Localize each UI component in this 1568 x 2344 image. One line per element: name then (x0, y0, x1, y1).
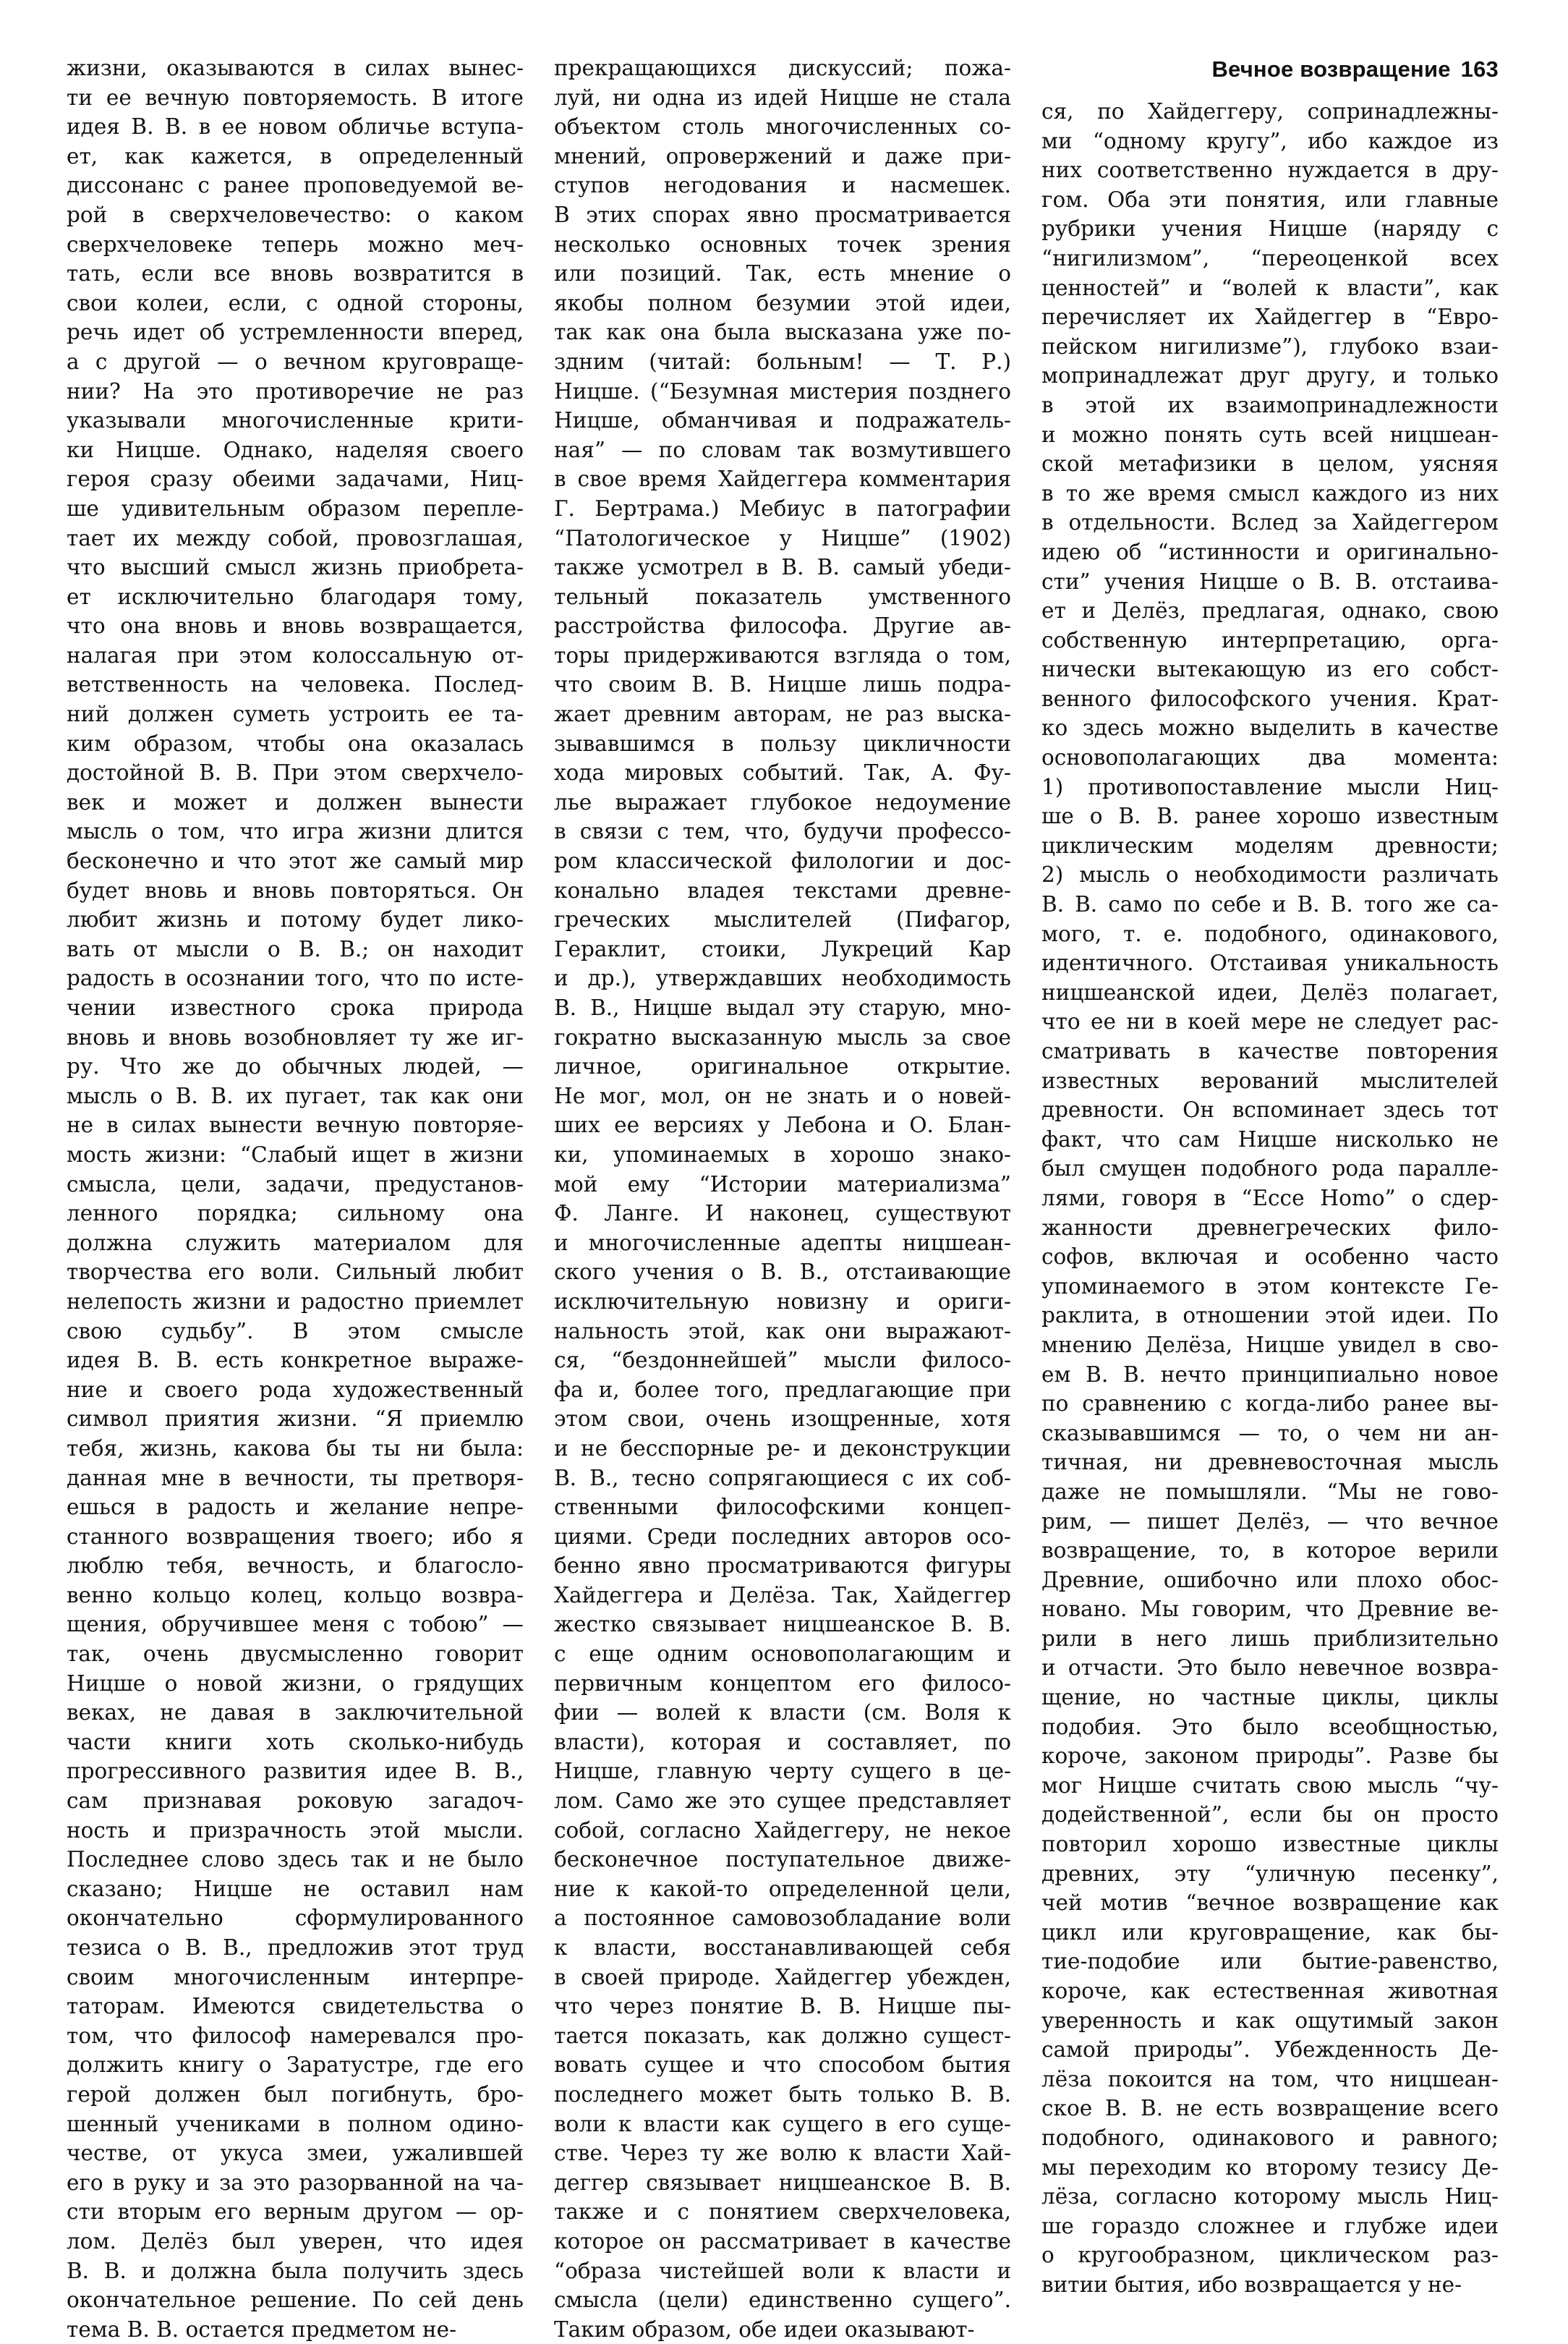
text-line: ная” — по словам так возмутившего (554, 437, 1011, 462)
text-line: бесконечное поступательное движе- (554, 1847, 1011, 1872)
text-line: стве. Через ту же волю к власти Хай- (554, 2141, 1011, 2166)
text-line: Г. Бертрама.) Мебиус в патографии (554, 496, 1011, 521)
text-line: герой должен был погибнуть, бро- (67, 2081, 524, 2107)
text-line: ко здесь можно выделить в качестве (1041, 715, 1499, 741)
text-line: так, очень двусмысленно говорит (67, 1642, 524, 1667)
text-line: греческих мыслителей (Пифагор, (554, 907, 1011, 933)
text-line: лями, говоря в “Ecce Homo” о сдер- (1041, 1185, 1499, 1210)
text-line: лом. Делёз был уверен, что идея (67, 2228, 524, 2254)
text-line: перечисляет их Хайдеггер в “Евро- (1041, 305, 1499, 330)
text-line: и можно понять суть всей ницшеан- (1041, 422, 1499, 447)
text-line: окончательно сформулированного (67, 1906, 524, 1931)
text-line: мнений, опровержений и даже при- (554, 143, 1011, 169)
text-line: был смущен подобного рода паралле- (1041, 1156, 1499, 1181)
text-line: ти ее вечную повторяемость. В итоге (67, 85, 524, 110)
text-line: налагая при этом колоссальную от- (67, 642, 524, 668)
text-line: додейственной”, если бы он просто (1041, 1802, 1499, 1827)
text-line: нически вытекающую из его собст- (1041, 657, 1499, 682)
text-line: основополагающих два момента: (1041, 745, 1499, 770)
text-line: фа и, более того, предлагающие при (554, 1377, 1011, 1402)
text-line: творчества его воли. Сильный любит (67, 1260, 524, 1285)
text-line: мы переходим ко второму тезису Де- (1041, 2154, 1499, 2180)
text-line: луй, ни одна из идей Ницше не стала (554, 85, 1011, 110)
text-line: жает древним авторам, не раз выска- (554, 702, 1011, 727)
text-line: вовать сущее и что способом бытия (554, 2052, 1011, 2078)
text-line: станного возвращения твоего; ибо я (67, 1524, 524, 1549)
text-line: В. В. и должна была получить здесь (67, 2258, 524, 2283)
text-line: собой, согласно Хайдеггеру, не некое (554, 1817, 1011, 1843)
text-line: и отчасти. Это было невечное возвра- (1041, 1655, 1499, 1681)
text-line: лёза, согласно которому мысль Ниц- (1041, 2184, 1499, 2209)
text-line: окончательное решение. По сей день (67, 2288, 524, 2313)
text-line: “Патологическое у Ницше” (1902) (554, 525, 1011, 551)
text-line: древности. Он вспоминает здесь тот (1041, 1097, 1499, 1123)
text-line: с еще одним основополагающим и (554, 1642, 1011, 1667)
text-line: сам признавая роковую загадоч- (67, 1788, 524, 1814)
text-line: ние и своего рода художественный (67, 1377, 524, 1402)
text-line: Древние, ошибочно или плохо обос- (1041, 1567, 1499, 1592)
text-line: “образа чистейшей воли к власти и (554, 2258, 1011, 2283)
text-line: короче, законом природы”. Разве бы (1041, 1744, 1499, 1769)
text-line: что высший смысл жизнь приобрета- (67, 555, 524, 580)
text-line: что своим В. В. Ницше лишь подра- (554, 672, 1011, 697)
text-line: ет и Делёз, предлагая, однако, свою (1041, 598, 1499, 624)
text-line: первичным концептом его филосо- (554, 1670, 1011, 1696)
text-line: В. В., Ницше выдал эту старую, мно- (554, 995, 1011, 1020)
text-line: щение, но частные циклы, циклы (1041, 1685, 1499, 1710)
text-line: ского учения о В. В., отстаивающие (554, 1260, 1011, 1285)
text-line: личное, оригинальное открытие. (554, 1054, 1011, 1079)
text-line: или позиций. Так, есть мнение о (554, 261, 1011, 286)
text-line: рили в него лишь приблизительно (1041, 1626, 1499, 1651)
text-line: в отдельности. Вслед за Хайдеггером (1041, 510, 1499, 535)
text-line: тезиса о В. В., предложив этот труд (67, 1935, 524, 1960)
text-line: радость в осознании того, что по исте- (67, 966, 524, 991)
text-line: мопринадлежат друг другу, и только (1041, 363, 1499, 388)
text-line: исключительную новизну и ориги- (554, 1288, 1011, 1314)
running-title: Вечное возвращение (1211, 56, 1451, 82)
text-line: В. В. само по себе и В. В. того же са- (1041, 892, 1499, 917)
page-number: 163 (1460, 56, 1499, 82)
text-line: ское В. В. не есть возвращение всего (1041, 2096, 1499, 2121)
text-line: том, что философ намеревался про- (67, 2023, 524, 2048)
text-line: и др.), утверждавших необходимость (554, 966, 1011, 991)
text-column-3 (1041, 97, 1499, 2297)
text-line: Ницше о новой жизни, о грядущих (67, 1670, 524, 1696)
text-line: мой ему “Истории материализма” (554, 1171, 1011, 1197)
text-line: идея В. В. в ее новом обличье вступа- (67, 114, 524, 140)
text-line: вновь и вновь возобновляет ту же иг- (67, 1024, 524, 1050)
text-line: также и с понятием сверхчеловека, (554, 2199, 1011, 2225)
text-line: мнению Делёза, Ницше увидел в сво- (1041, 1332, 1499, 1357)
text-line: конально владея текстами древне- (554, 878, 1011, 903)
text-line: рим, — пишет Делёз, — что вечное (1041, 1508, 1499, 1534)
text-line: мость жизни: “Слабый ищет в жизни (67, 1142, 524, 1167)
text-column-2 (554, 54, 1011, 2342)
text-line: этом свои, очень изощренные, хотя (554, 1406, 1011, 1432)
text-line: диссонанс с ранее проповедуемой ве- (67, 173, 524, 198)
text-line: пейском нигилизме”), глубоко взаи- (1041, 334, 1499, 359)
text-line: нии? На это противоречие не раз (67, 378, 524, 404)
text-line: в своей природе. Хайдеггер убежден, (554, 1964, 1011, 1990)
text-line: должна служить материалом для (67, 1230, 524, 1255)
text-line: мог Ницше считать свою мысль “чу- (1041, 1772, 1499, 1798)
text-line: цикл или круговращение, как бы- (1041, 1919, 1499, 1945)
text-line: циклическим моделям древности; (1041, 833, 1499, 858)
text-line: подобия. Это было всеобщностью, (1041, 1714, 1499, 1739)
text-line: свои колеи, если, с одной стороны, (67, 290, 524, 315)
text-line: факт, что сам Ницше нисколько не (1041, 1126, 1499, 1152)
text-line: данная мне в вечности, ты претворя- (67, 1465, 524, 1490)
text-line: ше гораздо сложнее и глубже идеи (1041, 2213, 1499, 2238)
text-line: бенно явно просматриваются фигуры (554, 1553, 1011, 1579)
text-line: В. В., тесно сопрягающиеся с их соб- (554, 1465, 1011, 1490)
text-line: сти вторым его верным другом — ор- (67, 2199, 524, 2225)
text-line: циями. Среди последних авторов осо- (554, 1524, 1011, 1549)
text-line: ся, “бездоннейшей” мысли филосо- (554, 1348, 1011, 1373)
text-line: собственную интерпретацию, орга- (1041, 627, 1499, 653)
text-line: сказано; Ницше не оставил нам (67, 1876, 524, 1901)
text-line: венного философского учения. Крат- (1041, 686, 1499, 711)
text-line: гократно высказанную мысль за свое (554, 1024, 1011, 1050)
text-line: софов, включая и особенно часто (1041, 1244, 1499, 1270)
text-line: сказывавшимся — то, о чем ни ан- (1041, 1420, 1499, 1445)
text-line: ешься в радость и желание непре- (67, 1495, 524, 1520)
text-line: тичная, ни древневосточная мысль (1041, 1450, 1499, 1475)
text-line: чей мотив “вечное возвращение как (1041, 1890, 1499, 1916)
text-line: ем В. В. нечто принципиально новое (1041, 1362, 1499, 1387)
text-line: которое он рассматривает в качестве (554, 2228, 1011, 2254)
text-line: тие-подобие или бытие-равенство, (1041, 1949, 1499, 1974)
text-line: последнего может быть только В. В. (554, 2081, 1011, 2107)
text-line: прекращающихся дискуссий; пожа- (554, 56, 1011, 80)
text-line: тает их между собой, провозглашая, (67, 525, 524, 551)
text-line: ступов негодования и насмешек. (554, 173, 1011, 198)
text-line: в связи с тем, что, будучи профессо- (554, 819, 1011, 844)
text-line: даже не помышляли. “Мы не гово- (1041, 1479, 1499, 1504)
text-line: нелепость жизни и радостно приемлет (67, 1288, 524, 1314)
text-line: якобы полном безумии этой идеи, (554, 290, 1011, 315)
text-line: здним (читай: больным! — Т. Р.) (554, 349, 1011, 374)
text-line: древних, эту “уличную песенку”, (1041, 1861, 1499, 1886)
text-line: сверхчеловеке теперь можно меч- (67, 232, 524, 257)
text-line: части книги хоть сколько-нибудь (67, 1729, 524, 1754)
text-line: объектом столь многочисленных со- (554, 114, 1011, 140)
text-line: к власти, восстанавливающей себя (554, 1935, 1011, 1960)
text-line: ет, как кажется, в определенный (67, 143, 524, 169)
running-head (1211, 56, 1499, 82)
text-line: ленного порядка; сильному она (67, 1201, 524, 1226)
text-line: таторам. Имеются свидетельства о (67, 1994, 524, 2019)
text-line: витии бытия, ибо возвращается у не- (1041, 2272, 1462, 2297)
text-line: 2) мысль о необходимости различать (1041, 862, 1499, 888)
text-line: них соответственно нуждается в дру- (1041, 158, 1499, 183)
text-line: не в силах вынести вечную повторяе- (67, 1113, 524, 1138)
text-line: вать от мысли о В. В.; он находит (67, 936, 524, 961)
text-line: бесконечно и что этот же самый мир (67, 849, 524, 874)
text-line: ше о В. В. ранее хорошо известным (1041, 804, 1499, 829)
text-line: фии — волей к власти (см. Воля к (554, 1700, 1011, 1725)
text-line: а с другой — о вечном круговраще- (67, 349, 524, 374)
text-line: ет исключительно благодаря тому, (67, 584, 524, 609)
text-line: ру. Что же до обычных людей, — (67, 1054, 524, 1079)
text-line: его в руку и за это разорванной на ча- (67, 2170, 524, 2195)
text-line: подобного, одинакового и равного; (1041, 2125, 1499, 2150)
text-line: ственными философскими концеп- (554, 1495, 1011, 1520)
text-line: рой в сверхчеловечество: о каком (67, 202, 524, 227)
text-line: ки Ницше. Однако, наделяя своего (67, 437, 524, 462)
text-line: героя сразу обеими задачами, Ниц- (67, 467, 524, 492)
text-line: тельный показатель умственного (554, 584, 1011, 609)
text-line: шенный учениками в полном одино- (67, 2111, 524, 2136)
text-line: должить книгу о Заратустре, где его (67, 2052, 524, 2078)
text-line: по сравнению с когда-либо ранее вы- (1041, 1391, 1499, 1417)
text-line: В этих спорах явно просматривается (554, 202, 1011, 227)
text-line: жизни, оказываются в силах вынес- (67, 56, 524, 80)
text-line: ся, по Хайдеггеру, сопринадлежны- (1041, 99, 1499, 124)
text-line: речь идет об устремленности вперед, (67, 320, 524, 345)
text-line: ценностей” и “волей к власти”, как (1041, 275, 1499, 300)
text-line: ницшеанской идеи, Делёз полагает, (1041, 980, 1499, 1005)
text-line: Хайдеггера и Делёза. Так, Хайдеггер (554, 1582, 1011, 1608)
text-line: рубрики учения Ницше (наряду с (1041, 216, 1499, 242)
text-line: Ницше. (“Безумная мистерия позднего (554, 378, 1011, 404)
text-line: ской метафизики в целом, уясняя (1041, 451, 1499, 477)
text-line: в свое время Хайдеггера комментария (554, 467, 1011, 492)
text-line: символ приятия жизни. “Я приемлю (67, 1406, 524, 1432)
text-line: зывавшимся в пользу цикличности (554, 731, 1011, 756)
text-line: своим многочисленным интерпре- (67, 1964, 524, 1990)
text-line: власти), которая и составляет, по (554, 1729, 1011, 1754)
text-line: также усмотрел в В. В. самый убеди- (554, 555, 1011, 580)
text-line: век и может и должен вынести (67, 789, 524, 815)
text-line: что через понятие В. В. Ницше пы- (554, 1994, 1011, 2019)
text-line: свою судьбу”. В этом смысле (67, 1318, 524, 1343)
text-line: идентичного. Отстаивая уникальность (1041, 951, 1499, 976)
text-line: сматривать в качестве повторения (1041, 1039, 1499, 1063)
text-line: торы придерживаются взгляда о том, (554, 642, 1011, 668)
text-line: воли к власти как сущего в его суще- (554, 2111, 1011, 2136)
text-line: так как она была высказана уже по- (554, 320, 1011, 345)
text-line: расстройства философа. Другие ав- (554, 613, 1011, 639)
text-line: ших ее версиях у Лебона и О. Блан- (554, 1113, 1011, 1138)
text-line: нальность этой, как они выражают- (554, 1318, 1011, 1343)
text-line: мысль о В. В. их пугает, так как они (67, 1083, 524, 1108)
text-line: и многочисленные адепты ницшеан- (554, 1230, 1011, 1255)
text-line: ки, упоминаемых в хорошо знако- (554, 1142, 1011, 1167)
text-line: щения, обручившее меня с тобою” — (67, 1612, 524, 1637)
text-line: в этой их взаимопринадлежности (1041, 392, 1499, 417)
text-line: лёза покоится на том, что ницшеан- (1041, 2066, 1499, 2092)
text-line: мысль о том, что игра жизни длится (67, 819, 524, 844)
text-line: 1) противопоставление мысли Ниц- (1041, 774, 1499, 799)
text-line: новано. Мы говорим, что Древние ве- (1041, 1597, 1499, 1622)
text-line: “нигилизмом”, “переоценкой всех (1041, 245, 1499, 271)
text-line: уверенность и как ощутимый закон (1041, 2008, 1499, 2033)
text-line: тать, если все вновь возвратится в (67, 261, 524, 286)
text-line: тается показать, как должно сущест- (554, 2023, 1011, 2048)
text-column-1 (67, 54, 524, 2342)
text-line: и не бесспорные ре- и деконструкции (554, 1435, 1011, 1461)
text-line: а постоянное самовозобладание воли (554, 1906, 1011, 1931)
text-line: Ф. Ланге. И наконец, существуют (554, 1201, 1011, 1226)
text-line: мого, т. е. подобного, одинакового, (1041, 921, 1499, 946)
text-line: сти” учения Ницше о В. В. отстаива- (1041, 569, 1499, 594)
text-line: Гераклит, стоики, Лукреций Кар (554, 936, 1011, 961)
text-line: смысла, цели, задачи, предустанов- (67, 1171, 524, 1197)
text-line: жанности древнегреческих фило- (1041, 1215, 1499, 1240)
text-line: веках, не давая в заключительной (67, 1700, 524, 1725)
text-line: тебя, жизнь, какова бы ты ни была: (67, 1435, 524, 1461)
text-line: указывали многочисленные крити- (67, 408, 524, 433)
text-line: ний должен суметь устроить ее та- (67, 702, 524, 727)
text-line: Ницше, главную черту сущего в це- (554, 1759, 1011, 1784)
text-line: раклита, в отношении этой идеи. По (1041, 1303, 1499, 1328)
text-line: возвращение, то, в которое верили (1041, 1538, 1499, 1563)
text-line: любит жизнь и потому будет лико- (67, 907, 524, 933)
text-line: жестко связывает ницшеанское В. В. (554, 1612, 1011, 1637)
text-line: тема В. В. остается предметом не- (67, 2317, 457, 2342)
text-line: будет вновь и вновь повторяться. Он (67, 878, 524, 903)
text-line: известных верований мыслителей (1041, 1068, 1499, 1093)
text-line: достойной В. В. При этом сверхчело- (67, 760, 524, 786)
text-line: ми “одному кругу”, ибо каждое из (1041, 128, 1499, 153)
text-line: Не мог, мол, он не знать и о новей- (554, 1083, 1011, 1108)
text-line: несколько основных точек зрения (554, 232, 1011, 257)
text-line: ние к какой-то определенной цели, (554, 1876, 1011, 1901)
text-line: лом. Само же это сущее представляет (554, 1788, 1011, 1814)
text-line: Таким образом, обе идеи оказывают- (554, 2317, 975, 2342)
text-line: ше удивительным образом перепле- (67, 496, 524, 521)
text-line: смысла (цели) единственно сущего”. (554, 2288, 1011, 2313)
text-line: в то же время смысл каждого из них (1041, 480, 1499, 506)
text-line: идея В. В. есть конкретное выраже- (67, 1348, 524, 1373)
text-line: что она вновь и вновь возвращается, (67, 613, 524, 639)
text-line: прогрессивного развития идее В. В., (67, 1759, 524, 1784)
text-line: повторил хорошо известные циклы (1041, 1832, 1499, 1857)
text-line: лье выражает глубокое недоумение (554, 789, 1011, 815)
text-line: ким образом, чтобы она оказалась (67, 731, 524, 756)
text-line: самой природы”. Убежденность Де- (1041, 2037, 1499, 2063)
text-line: венно кольцо колец, кольцо возвра- (67, 1582, 524, 1608)
text-line: Последнее слово здесь так и не было (67, 1847, 524, 1872)
text-line: гом. Оба эти понятия, или главные (1041, 187, 1499, 212)
text-line: люблю тебя, вечность, и благосло- (67, 1553, 524, 1579)
text-line: что ее ни в коей мере не следует рас- (1041, 1009, 1499, 1035)
text-line: ром классической филологии и дос- (554, 849, 1011, 874)
text-line: Ницше, обманчивая и подражатель- (554, 408, 1011, 433)
text-line: упоминаемого в этом контексте Ге- (1041, 1273, 1499, 1299)
text-line: чении известного срока природа (67, 995, 524, 1020)
text-line: о кругообразном, циклическом раз- (1041, 2243, 1499, 2268)
text-line: честве, от укуса змеи, ужалившей (67, 2141, 524, 2166)
text-line: деггер связывает ницшеанское В. В. (554, 2170, 1011, 2195)
text-line: идею об “истинности и оригинально- (1041, 539, 1499, 564)
text-line: ность и призрачность этой мысли. (67, 1817, 524, 1843)
text-line: ветственность на человека. Послед- (67, 672, 524, 697)
text-line: хода мировых событий. Так, А. Фу- (554, 760, 1011, 786)
text-line: короче, как естественная животная (1041, 1979, 1499, 2003)
